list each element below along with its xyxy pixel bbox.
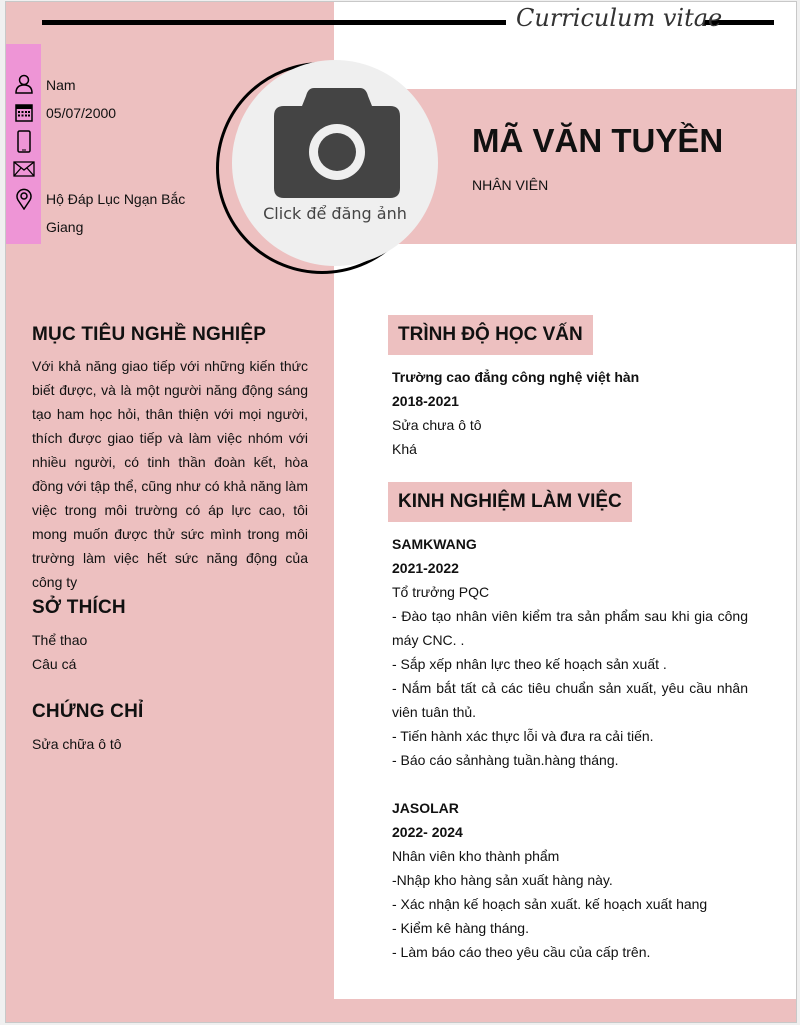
objective-heading: MỤC TIÊU NGHỀ NGHIỆP: [32, 324, 267, 345]
education-period: 2018-2021: [392, 393, 459, 409]
experience-block: [392, 532, 748, 964]
location-icon: [15, 188, 33, 210]
bottom-band: [6, 999, 796, 1022]
hobby-item: Câu cá: [32, 656, 77, 672]
upload-photo-label[interactable]: Click để đăng ảnh: [263, 204, 407, 223]
camera-icon: [274, 88, 400, 198]
job-duty: - Xác nhận kế hoạch sản xuất. kế hoạch xuất hang: [392, 896, 708, 912]
experience-heading: KINH NGHIỆM LÀM VIỆC: [388, 482, 632, 522]
photo-upload[interactable]: [232, 60, 438, 266]
job-role: Tổ trưởng PQC: [392, 584, 490, 600]
person-icon: [14, 74, 34, 94]
school-name: Trường cao đẳng công nghệ việt hàn: [392, 369, 640, 385]
education-block: [392, 365, 752, 461]
job-duty: - Sắp xếp nhân lực theo kế hoạch sản xuất .: [392, 656, 667, 672]
birthday-text: 05/07/2000: [46, 105, 117, 121]
full-name: MÃ VĂN TUYỀN: [472, 122, 724, 159]
hobby-item: Thể thao: [32, 632, 88, 648]
job-duty: - Kiểm kê hàng tháng.: [392, 920, 529, 936]
objective-text: Với khả năng giao tiếp với những kiến thức biết được, và là một người năng động sáng tạo ham học hỏi, thân thiện với mọi người, thích được giao tiếp và làm việc nhóm với nhiều người, có tinh thần đoàn kết, hòa đồng với tập thể, cũng như có khả năng làm việc trong môi trường có áp lực cao, tôi mong muốn được thử sức mình trong môi trường làm việc hết sức năng động của công ty: [32, 358, 308, 590]
job-duty: - Làm báo cáo theo yêu cầu của cấp trên.: [392, 944, 651, 960]
company-name: SAMKWANG: [392, 536, 477, 552]
name-banner: [396, 89, 796, 244]
email-icon: [13, 161, 35, 177]
job-period: 2022- 2024: [392, 824, 463, 840]
calendar-icon: [14, 102, 34, 122]
job-duty: - Nắm bắt tất cả các tiêu chuẩn sản xuất, yêu cầu nhân viên tuân thủ.: [392, 680, 748, 720]
certificate-item: Sửa chữa ô tô: [32, 736, 122, 752]
job-role: Nhân viên kho thành phẩm: [392, 848, 560, 864]
job-duty: - Đào tạo nhân viên kiểm tra sản phẩm sau khi gia công máy CNC. .: [392, 608, 748, 648]
hobbies-heading: SỞ THÍCH: [32, 597, 126, 618]
certificates-heading: CHỨNG CHỈ: [32, 701, 144, 722]
job-duty: - Tiến hành xác thực lỗi và đưa ra cải tiến.: [392, 728, 654, 744]
education-grade: Khá: [392, 441, 417, 457]
cv-title: Curriculum vitae: [516, 4, 723, 32]
education-heading: TRÌNH ĐỘ HỌC VẤN: [388, 315, 593, 355]
cv-page: [5, 1, 797, 1023]
education-major: Sửa chưa ô tô: [392, 417, 482, 433]
address-text: Hộ Đáp Lục Ngạn Bắc Giang: [46, 191, 186, 235]
job-duty: - Báo cáo sảnhàng tuần.hàng tháng.: [392, 752, 619, 768]
header-line-left: [42, 20, 506, 25]
phone-icon: [16, 130, 32, 154]
job-title: NHÂN VIÊN: [472, 177, 549, 193]
job-duty: -Nhập kho hàng sản xuất hàng này.: [392, 872, 613, 888]
gender-text: Nam: [46, 77, 76, 93]
job-period: 2021-2022: [392, 560, 459, 576]
company-name: JASOLAR: [392, 800, 459, 816]
